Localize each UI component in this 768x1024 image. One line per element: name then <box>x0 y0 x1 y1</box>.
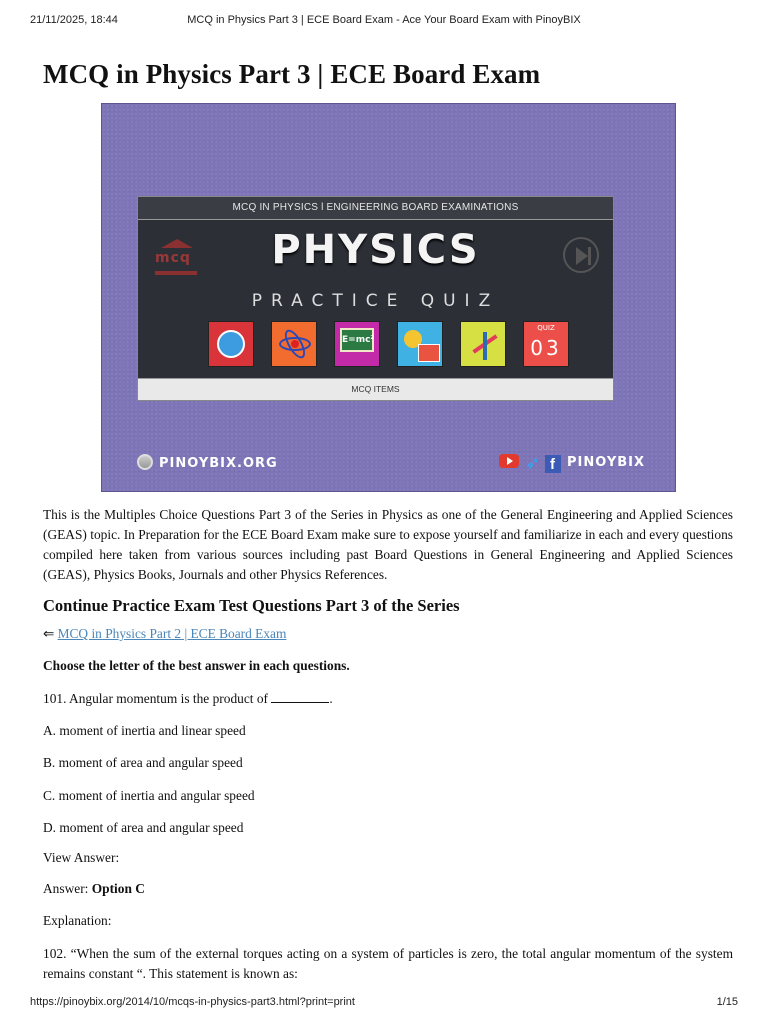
question-102: 102. “When the sum of the external torques acting on a system of particles is zero, the total angular momentum of the system remains constant “. This statement is known as: <box>43 946 733 981</box>
vector-arrows-icon <box>460 321 506 367</box>
answer-value: Option C <box>91 881 145 896</box>
quiz-number-icon <box>523 321 569 367</box>
question-101-end: . <box>329 691 333 706</box>
atom-icon <box>271 321 317 367</box>
page-number: 1/15 <box>716 996 738 1008</box>
quiz-label: QUIZ <box>537 324 555 332</box>
banner-subtitle: PRACTICE QUIZ <box>251 291 500 311</box>
banner-icon-row <box>208 321 562 367</box>
featured-banner-image <box>101 103 676 492</box>
view-answer-toggle[interactable]: View Answer: <box>43 850 120 865</box>
site-name-left: PINOYBIX.ORG <box>159 456 278 471</box>
answer-label: Answer: <box>43 881 89 896</box>
option-b: B. moment of area and angular speed <box>43 755 243 770</box>
banner-social <box>499 453 645 474</box>
article-header <box>43 56 733 92</box>
print-url: https://pinoybix.org/2014/10/mcqs-in-physics-part3.html?print=print <box>30 996 355 1008</box>
answer-line <box>43 879 145 899</box>
instructions: Choose the letter of the best answer in each questions. <box>43 658 350 673</box>
calculator-idea-icon <box>397 321 443 367</box>
print-footer <box>30 996 738 1012</box>
option-c: C. moment of inertia and angular speed <box>43 788 255 803</box>
print-page-title: MCQ in Physics Part 3 | ECE Board Exam - Ace Your Board Exam with PinoyBIX <box>187 14 581 26</box>
answer-blank <box>271 690 329 703</box>
option-a: A. moment of inertia and linear speed <box>43 723 246 738</box>
banner-top-bar: MCQ IN PHYSICS l ENGINEERING BOARD EXAMINATIONS <box>138 197 613 220</box>
section-heading: Continue Practice Exam Test Questions Part 3 of the Series <box>43 596 460 615</box>
youtube-icon <box>499 454 519 468</box>
mcq-logo-text: mcq <box>155 250 191 266</box>
page-title: MCQ in Physics Part 3 | ECE Board Exam <box>43 59 541 89</box>
banner-site-left <box>137 454 278 471</box>
banner-bottom-bar: MCQ ITEMS <box>138 378 613 400</box>
previous-part-link-row <box>43 624 286 644</box>
play-icon <box>563 237 599 273</box>
print-header <box>30 14 738 30</box>
back-arrow-icon: ⇐ <box>43 626 55 641</box>
site-name-right: PINOYBIX <box>566 455 645 470</box>
print-datetime: 21/11/2025, 18:44 <box>30 14 118 26</box>
intro-paragraph: This is the Multiples Choice Questions Part 3 of the Series in Physics as one of the General Engineering and Applied Sciences (GEAS) topic. In Preparation for the ECE Board Exam make sure to expose yourself and familiarize in each and every questions compiled here taken from various sources including past Board Questions in General Engineering and Applied Sciences (GEAS), Physics Books, Journals and other Physics References. <box>43 507 733 582</box>
blackboard-icon <box>334 321 380 367</box>
previous-part-link[interactable]: MCQ in Physics Part 2 | ECE Board Exam <box>57 626 287 641</box>
explanation-label: Explanation: <box>43 913 112 928</box>
formula-text: E=mc² <box>340 328 374 352</box>
banner-title: PHYSICS <box>271 227 480 273</box>
globe-icon <box>137 454 153 470</box>
question-101-prompt: 101. Angular momentum is the product of <box>43 691 269 706</box>
quiz-number: 03 <box>530 336 562 360</box>
question-101 <box>43 689 333 709</box>
option-d: D. moment of area and angular speed <box>43 820 244 835</box>
book-globe-icon <box>208 321 254 367</box>
banner-panel <box>137 196 614 401</box>
facebook-icon: f <box>545 455 561 473</box>
twitter-icon: ➶ <box>524 453 541 474</box>
